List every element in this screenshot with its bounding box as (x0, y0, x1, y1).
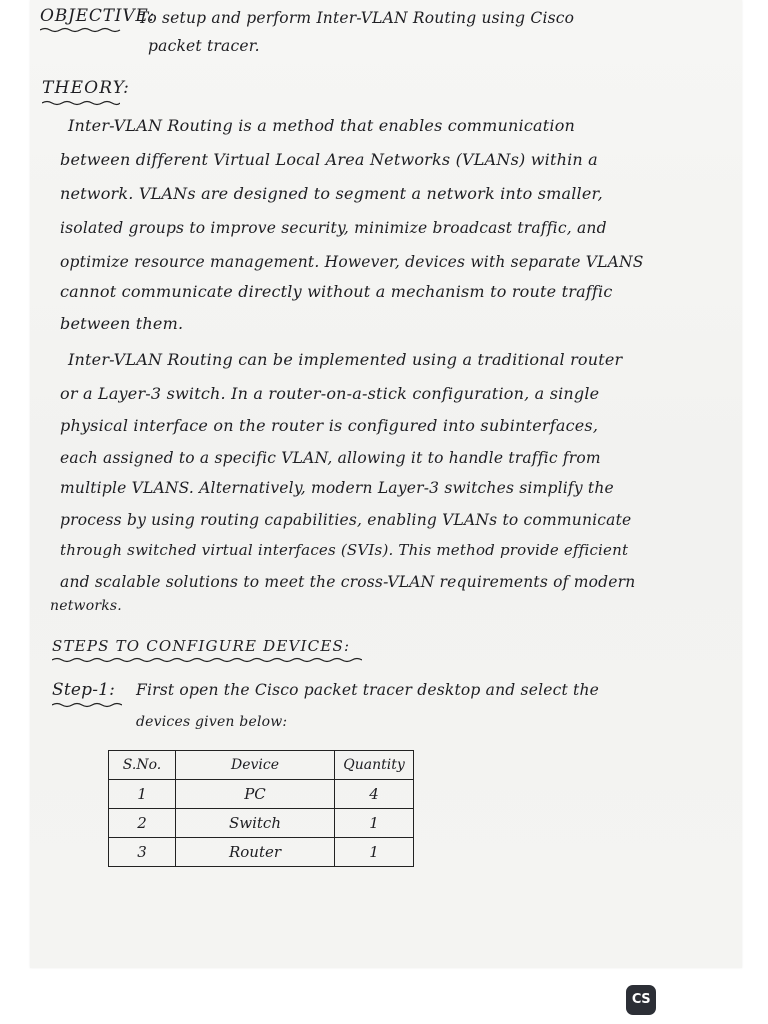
theory-heading: THEORY: (42, 78, 131, 98)
theory-p2-line-9: networks. (50, 598, 122, 614)
cell-device: PC (176, 780, 335, 809)
theory-p2-line-5: multiple VLANS. Alternatively, modern Layer-3 switches simplify the (60, 479, 614, 497)
cell-quantity: 4 (335, 780, 414, 809)
header-quantity: Quantity (335, 751, 414, 780)
step-1-line-1: First open the Cisco packet tracer desktop and select the (136, 681, 600, 699)
theory-p2-line-2: or a Layer-3 switch. In a router-on-a-stick configuration, a single (60, 384, 600, 403)
theory-p1-line-1: Inter-VLAN Routing is a method that enables communication (68, 116, 576, 135)
table-row (109, 838, 414, 867)
cs-logo-icon: CS (626, 985, 656, 1015)
step-1-underline (52, 702, 122, 708)
device-table-header-row (109, 751, 414, 780)
steps-underline (52, 657, 362, 663)
theory-p2-line-4: each assigned to a specific VLAN, allowing it to handle traffic from (60, 449, 601, 467)
theory-p1-line-3: network. VLANs are designed to segment a network into smaller, (60, 184, 603, 203)
theory-p1-line-4: isolated groups to improve security, minimize broadcast traffic, and (60, 219, 607, 237)
table-row (109, 809, 414, 838)
theory-p1-line-5: optimize resource management. However, devices with separate VLANS (60, 253, 644, 271)
header-sno: S.No. (109, 751, 176, 780)
objective-line-2: packet tracer. (148, 37, 260, 55)
objective-line-1: To setup and perform Inter-VLAN Routing using Cisco (138, 9, 575, 27)
step-1-line-2: devices given below: (136, 714, 288, 730)
objective-label: OBJECTIVE: (40, 6, 156, 26)
cell-sno: 2 (109, 809, 176, 838)
theory-p1-line-2: between different Virtual Local Area Networks (VLANs) within a (60, 150, 598, 169)
theory-p2-line-8: and scalable solutions to meet the cross-VLAN requirements of modern (60, 573, 636, 591)
cell-quantity: 1 (335, 838, 414, 867)
steps-heading: STEPS TO CONFIGURE DEVICES: (52, 637, 351, 655)
theory-underline (42, 100, 120, 106)
cell-device: Router (176, 838, 335, 867)
device-table (108, 750, 414, 867)
theory-p2-line-7: through switched virtual interfaces (SVIs). This method provide efficient (60, 541, 629, 559)
step-1-label: Step-1: (52, 680, 116, 700)
objective-underline (40, 27, 122, 33)
theory-p1-line-6: cannot communicate directly without a mechanism to route traffic (60, 282, 613, 301)
theory-p1-line-7: between them. (60, 314, 184, 333)
cell-sno: 3 (109, 838, 176, 867)
cell-device: Switch (176, 809, 335, 838)
theory-p2-line-1: Inter-VLAN Routing can be implemented using a traditional router (68, 350, 623, 369)
theory-p2-line-3: physical interface on the router is configured into subinterfaces, (60, 416, 599, 435)
header-device: Device (176, 751, 335, 780)
theory-p2-line-6: process by using routing capabilities, enabling VLANs to communicate (60, 511, 632, 529)
cell-quantity: 1 (335, 809, 414, 838)
table-row (109, 780, 414, 809)
cell-sno: 1 (109, 780, 176, 809)
